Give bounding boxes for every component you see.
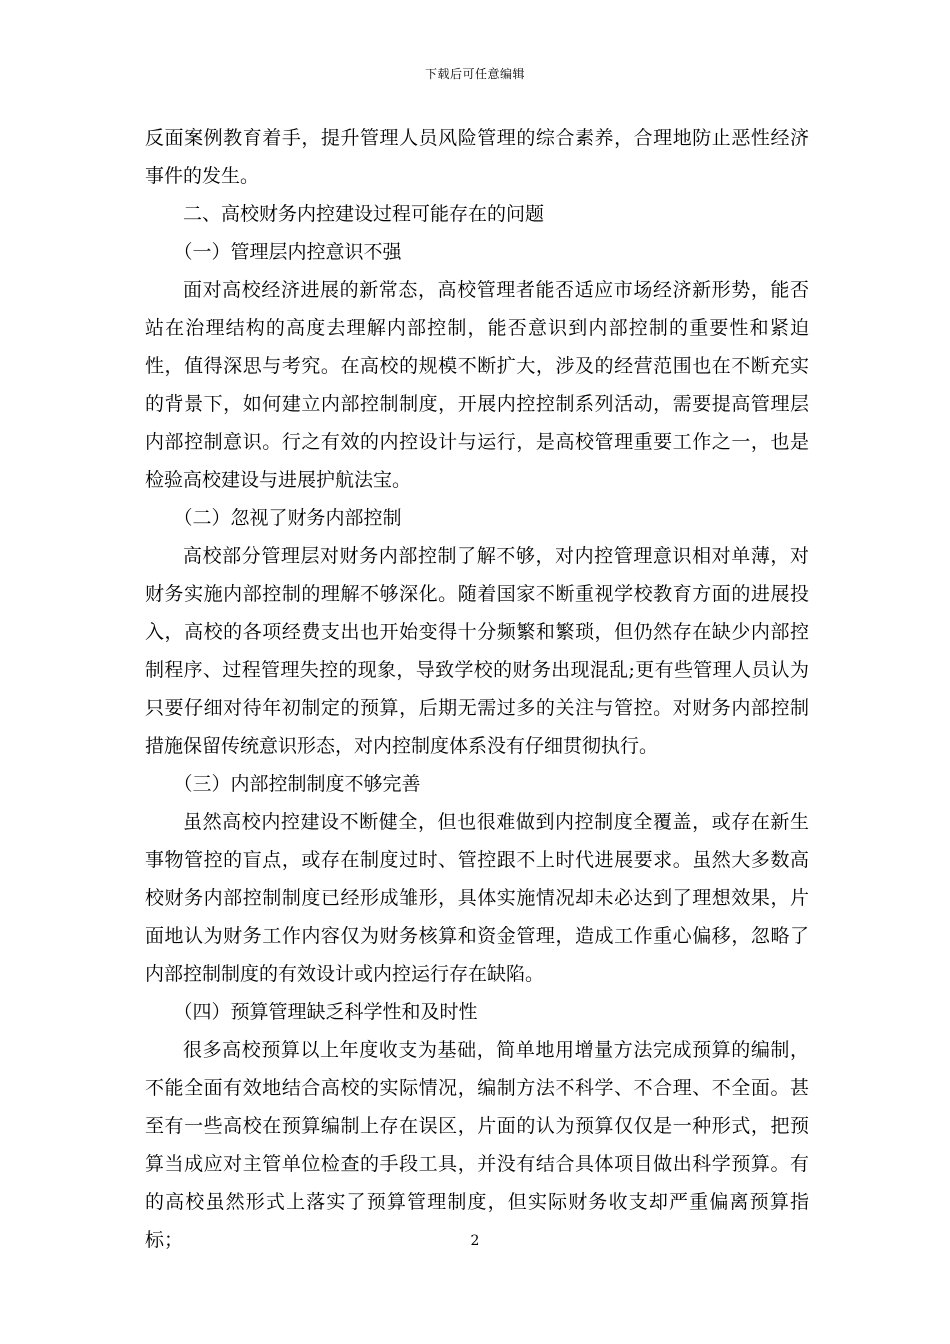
page-number: 2 bbox=[470, 1233, 480, 1249]
header-note: 下载后可任意编辑 bbox=[424, 67, 525, 81]
subheading-2: （二）忽视了财务内部控制 bbox=[173, 507, 402, 529]
subheading-4: （四）预算管理缺乏科学性和及时性 bbox=[173, 1001, 478, 1023]
paragraph-continuation: 反面案例教育着手，提升管理人员风险管理的综合素养，合理地防止恶性经济事件的发生。 bbox=[145, 127, 809, 187]
subheading-1: （一）管理层内控意识不强 bbox=[173, 241, 402, 263]
paragraph-budget-management: 很多高校预算以上年度收支为基础，简单地用增量方法完成预算的编制，不能全面有效地结合高校的实际情况，编制方法不科学、不合理、不全面。甚至有一些高校在预算编制上存在误区，片面的认为预算仅仅是一种形式，把预算当成应对主管单位检查的手段工具，并没有结合具体项目做出科学预算。有的高校虽然形式上落实了预算管理制度，但实际财务收支却严重偏离预算指标； bbox=[145, 1039, 809, 1251]
paragraph-management-awareness: 面对高校经济进展的新常态，高校管理者能否适应市场经济新形势，能否站在治理结构的高度去理解内部控制，能否意识到内部控制的重要性和紧迫性，值得深思与考究。在高校的规模不断扩大，涉及的经营范围也在不断充实的背景下，如何建立内部控制制度，开展内控控制系列活动，需要提高管理层内部控制意识。行之有效的内控设计与运行，是高校管理重要工作之一，也是检验高校建设与进展护航法宝。 bbox=[145, 279, 809, 491]
paragraph-control-system: 虽然高校内控建设不断健全，但也很难做到内控制度全覆盖，或存在新生事物管控的盲点，或存在制度过时、管控跟不上时代进展要求。虽然大多数高校财务内部控制制度已经形成雏形，具体实施情况却未必达到了理想效果，片面地认为财务工作内容仅为财务核算和资金管理，造成工作重心偏移，忽略了内部控制制度的有效设计或内控运行存在缺陷。 bbox=[145, 811, 809, 985]
document-body bbox=[145, 119, 809, 1259]
section-heading-2: 二、高校财务内控建设过程可能存在的问题 bbox=[183, 203, 545, 225]
subheading-3: （三）内部控制制度不够完善 bbox=[173, 773, 421, 795]
paragraph-financial-control: 高校部分管理层对财务内部控制了解不够，对内控管理意识相对单薄，对财务实施内部控制的理解不够深化。随着国家不断重视学校教育方面的进展投入，高校的各项经费支出也开始变得十分频繁和繁琐，但仍然存在缺少内部控制程序、过程管理失控的现象，导致学校的财务出现混乱;更有些管理人员认为只要仔细对待年初制定的预算，后期无需过多的关注与管控。对财务内部控制措施保留传统意识形态，对内控制度体系没有仔细贯彻执行。 bbox=[145, 545, 809, 757]
